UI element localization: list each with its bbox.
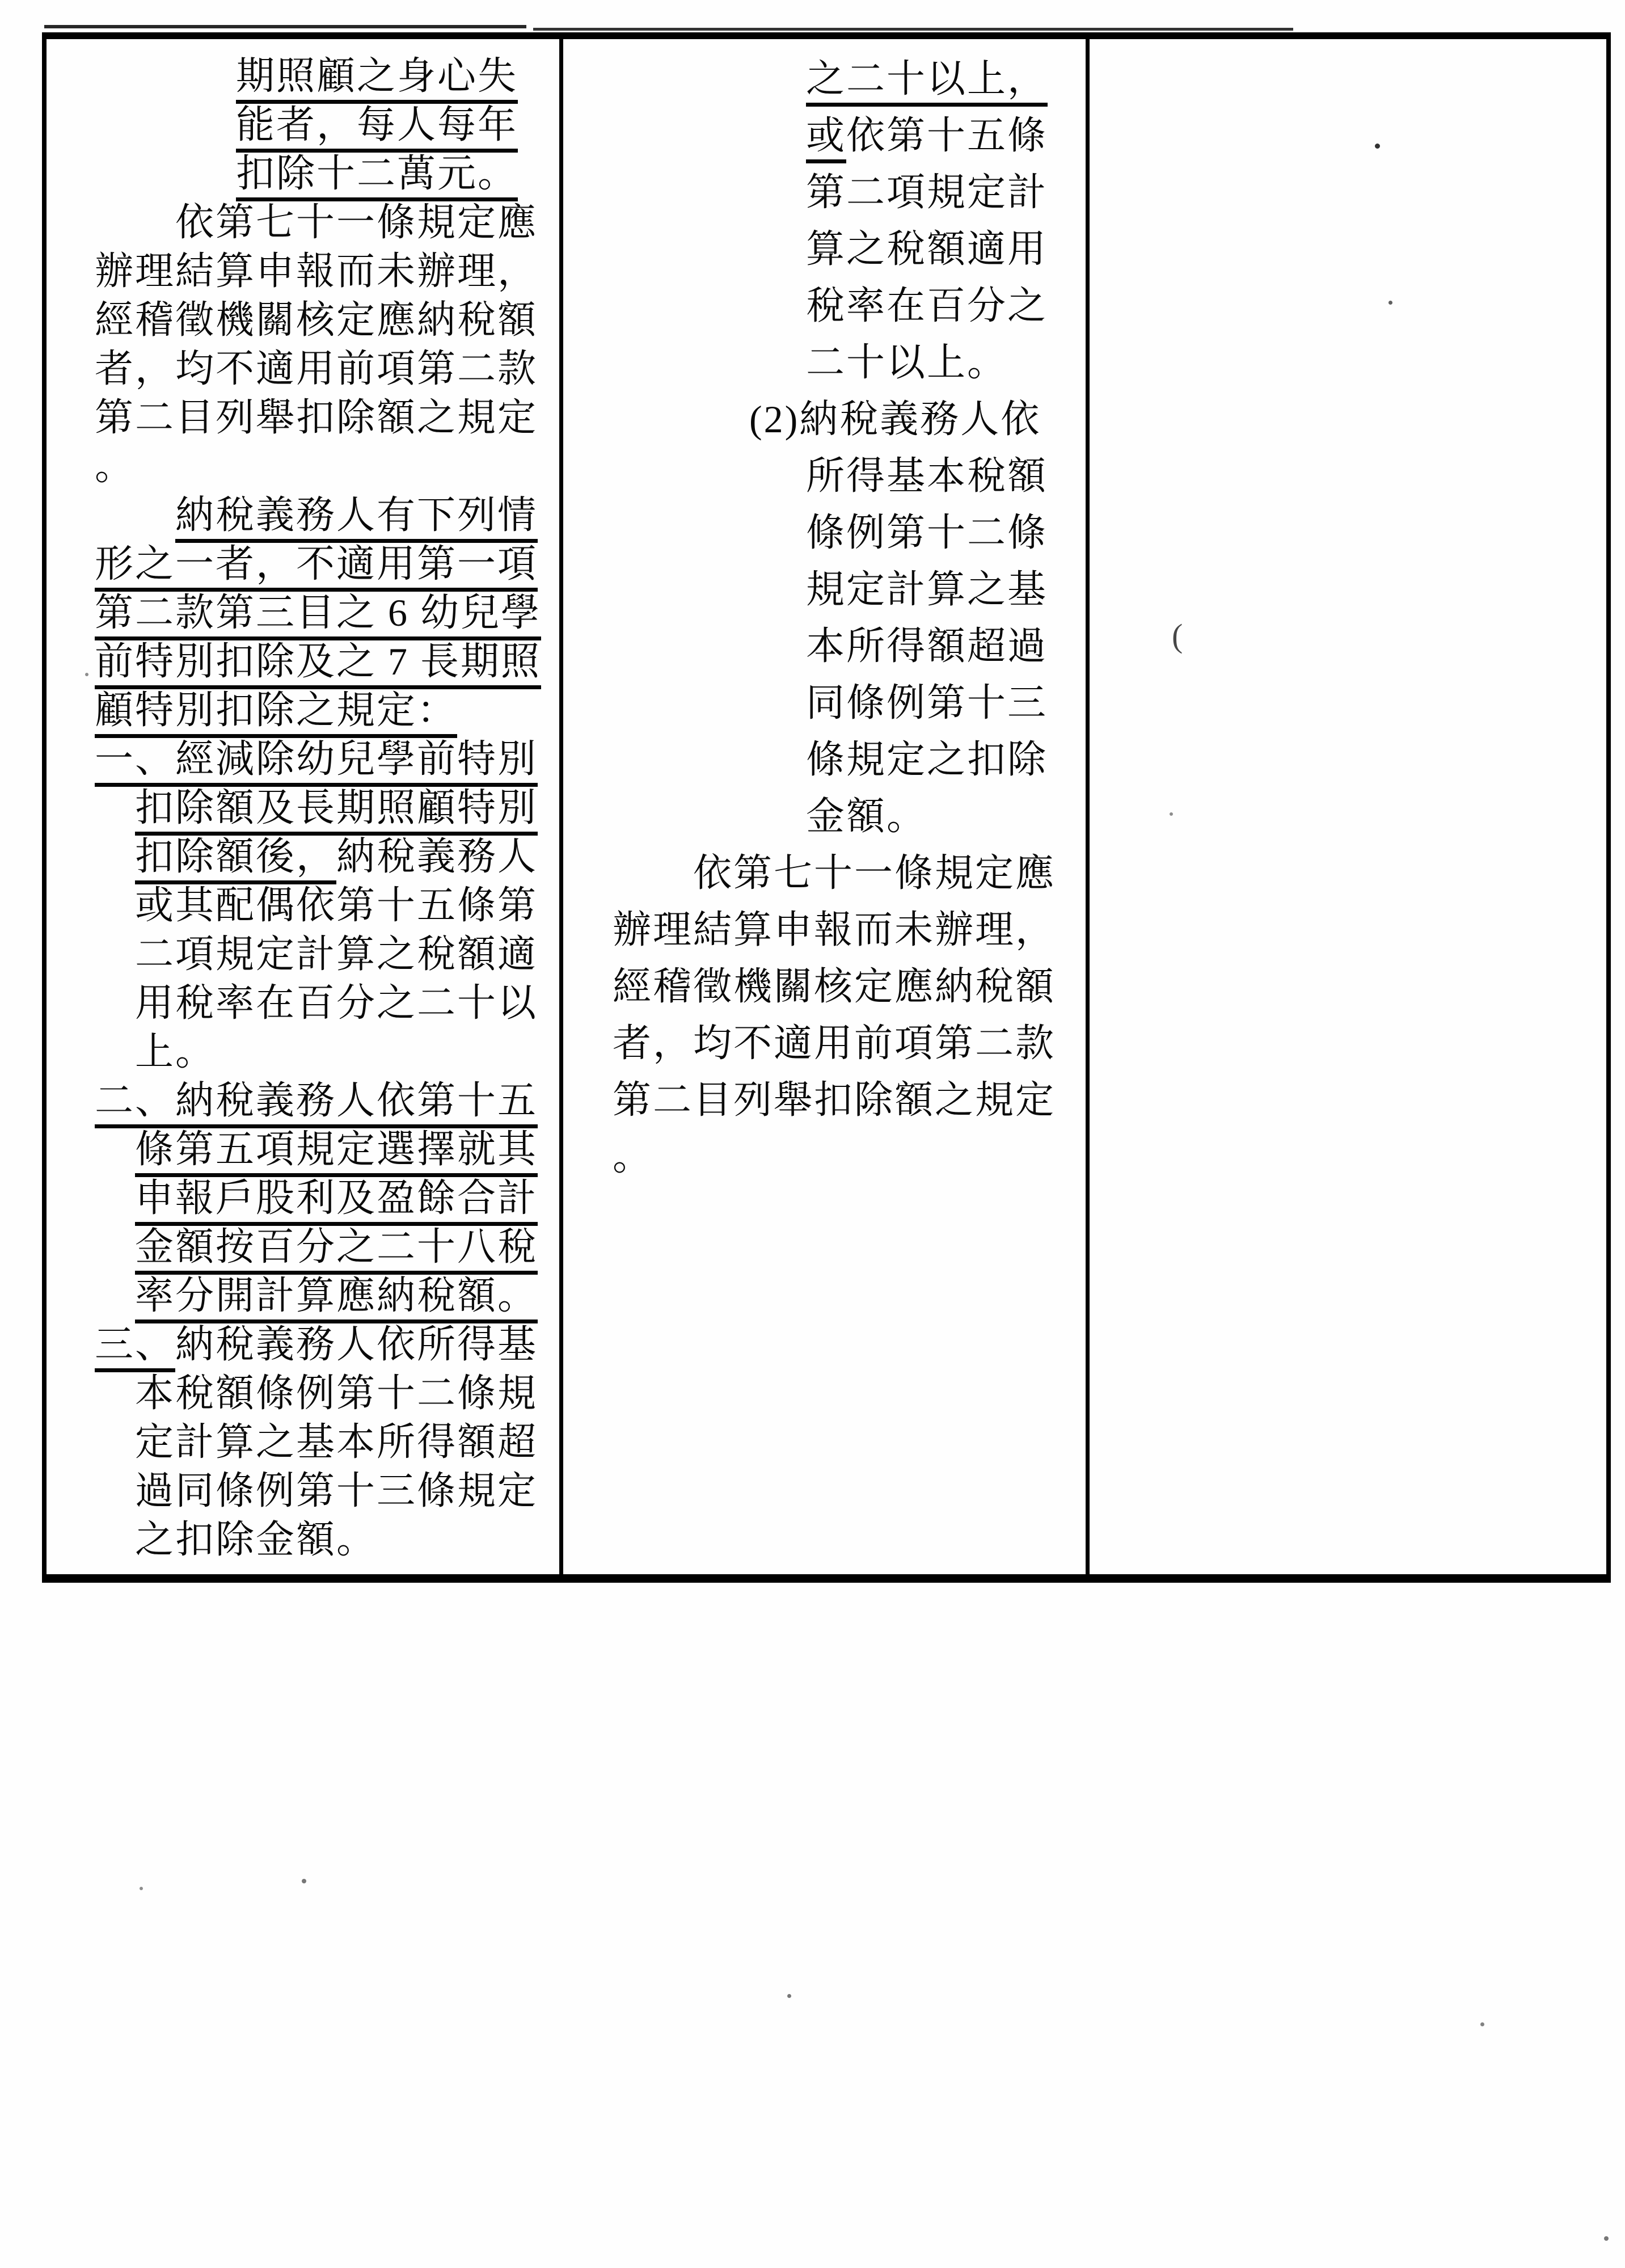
text-segment: 本稅額條例第十二條規 xyxy=(135,1372,538,1415)
text-segment: 二十以上。 xyxy=(806,341,1008,384)
text-line xyxy=(95,1125,559,1174)
text-segment: 規定計算之基 xyxy=(806,568,1048,611)
text-line xyxy=(613,1072,1086,1128)
text-line xyxy=(613,1128,1086,1185)
text-line xyxy=(95,198,559,247)
scan-artifact xyxy=(1480,2022,1484,2026)
text-line xyxy=(613,901,1086,958)
text-line xyxy=(95,539,559,588)
underlined-amendment-text: 三、 xyxy=(95,1323,175,1372)
text-line xyxy=(95,832,559,881)
underlined-amendment-text: 或 xyxy=(806,114,846,163)
text-line xyxy=(95,52,559,100)
text-line xyxy=(95,735,559,783)
text-segment: 算之稅額適用 xyxy=(806,227,1048,271)
text-segment: 辦理結算申報而未辦理， xyxy=(613,908,1056,951)
text-line xyxy=(95,1027,559,1076)
underlined-amendment-text: 之二十以上， xyxy=(806,57,1048,107)
text-line xyxy=(95,588,559,637)
text-line xyxy=(95,1515,559,1564)
text-line xyxy=(613,50,1086,107)
text-line xyxy=(95,442,559,491)
text-line xyxy=(95,1320,559,1369)
text-line xyxy=(613,1015,1086,1072)
text-line xyxy=(95,491,559,539)
text-line xyxy=(613,221,1086,277)
column-divider-2 xyxy=(1086,39,1090,1574)
text-segment: 用稅率在百分之二十以 xyxy=(135,981,538,1025)
text-segment: 之扣除金額。 xyxy=(135,1518,377,1561)
text-segment: 上。 xyxy=(135,1030,216,1073)
text-line xyxy=(613,788,1086,845)
text-line xyxy=(613,561,1086,618)
text-segment: 第二項規定計 xyxy=(806,171,1048,214)
underlined-amendment-text: 扣除額後， xyxy=(135,835,336,884)
text-line xyxy=(613,731,1086,788)
underlined-amendment-text: 二、納稅義務人依第十五 xyxy=(95,1079,538,1128)
underlined-amendment-text: 條第五項規定選擇就其 xyxy=(135,1128,538,1177)
underlined-amendment-text: 前特別扣除及之 7 長期照 xyxy=(95,640,541,689)
text-segment: 過同條例第十三條規定 xyxy=(135,1469,538,1512)
text-segment: 第二目列舉扣除額之規定 xyxy=(95,396,538,439)
text-line xyxy=(95,979,559,1027)
scan-artifact xyxy=(533,28,1293,31)
text-segment: 者，均不適用前項第二款 xyxy=(95,347,538,390)
text-line xyxy=(613,277,1086,334)
underlined-amendment-text: 扣除額及長期照顧特別 xyxy=(135,786,538,836)
text-line xyxy=(95,783,559,832)
text-line xyxy=(613,958,1086,1015)
scan-artifact xyxy=(140,1887,143,1890)
text-line xyxy=(613,164,1086,221)
text-segment: 辦理結算申報而未辦理， xyxy=(95,250,538,293)
text-line xyxy=(613,504,1086,561)
scan-artifact xyxy=(1604,2236,1609,2241)
text-segment: 。 xyxy=(613,1135,653,1178)
table-column-1 xyxy=(47,39,559,1574)
text-segment: 定計算之基本所得額超 xyxy=(135,1420,538,1464)
text-line xyxy=(95,637,559,686)
underlined-amendment-text: 一、經減除幼兒學前特別 xyxy=(95,737,538,787)
underlined-amendment-text: 形之一者，不適用第一項 xyxy=(95,542,538,592)
text-line xyxy=(95,1076,559,1125)
text-line xyxy=(95,247,559,296)
text-segment: 本所得額超過 xyxy=(806,625,1048,668)
text-line xyxy=(95,1222,559,1271)
text-line xyxy=(95,100,559,149)
text-line xyxy=(95,149,559,198)
text-segment: 依第七十一條規定應 xyxy=(175,201,538,244)
text-segment: 金額。 xyxy=(806,795,927,838)
text-line xyxy=(95,1271,559,1320)
text-segment: 所得基本稅額 xyxy=(806,454,1048,498)
table-column-2 xyxy=(563,39,1086,1574)
text-segment: 第二目列舉扣除額之規定 xyxy=(613,1078,1056,1122)
text-line xyxy=(95,1466,559,1515)
scan-artifact xyxy=(787,1994,791,1998)
text-line xyxy=(613,845,1086,901)
text-segment: 依第十五條 xyxy=(846,114,1048,157)
text-segment: 二項規定計算之稅額適 xyxy=(135,933,538,976)
underlined-amendment-text: 金額按百分之二十八稅 xyxy=(135,1225,538,1275)
text-line xyxy=(613,391,1086,448)
underlined-amendment-text: 能者，每人每年 xyxy=(236,103,518,153)
scan-artifact: ( xyxy=(1172,617,1183,654)
text-segment: (2)納稅義務人依 xyxy=(749,398,1041,441)
text-line xyxy=(613,107,1086,164)
text-line xyxy=(95,1174,559,1222)
comparison-table xyxy=(42,32,1611,1583)
text-line xyxy=(95,1418,559,1466)
text-segment: 者，均不適用前項第二款 xyxy=(613,1022,1056,1065)
text-segment: 納稅義務人 xyxy=(336,835,538,878)
text-segment: 同條例第十三 xyxy=(806,681,1048,724)
underlined-amendment-text: 扣除十二萬元。 xyxy=(236,152,518,201)
underlined-amendment-text: 第二款第三目之 6 幼兒學 xyxy=(95,591,541,640)
text-line xyxy=(95,296,559,344)
text-segment: 條例第十二條 xyxy=(806,511,1048,554)
text-segment: 條規定之扣除 xyxy=(806,738,1048,781)
column-divider-1 xyxy=(559,39,563,1574)
underlined-amendment-text: 顧特別扣除之規定： xyxy=(95,689,457,738)
text-segment: 依第七十一條規定應 xyxy=(693,851,1056,895)
underlined-amendment-text: 期照顧之身心失 xyxy=(236,54,518,104)
text-line xyxy=(95,930,559,979)
scan-artifact xyxy=(302,1879,306,1883)
text-line xyxy=(95,881,559,930)
text-line xyxy=(95,344,559,393)
text-line xyxy=(95,686,559,735)
text-segment: 經稽徵機關核定應納稅額 xyxy=(95,298,538,342)
underlined-amendment-text: 納稅義務人有下列情 xyxy=(175,494,538,543)
text-segment: 經稽徵機關核定應納稅額 xyxy=(613,965,1056,1008)
text-line xyxy=(613,334,1086,391)
text-segment: 稅率在百分之 xyxy=(806,284,1048,327)
table-column-3-empty xyxy=(1090,39,1606,1574)
text-segment: 納稅義務人依所得基 xyxy=(175,1323,538,1366)
text-line xyxy=(613,618,1086,675)
underlined-amendment-text: 率分開計算應納稅額。 xyxy=(135,1274,538,1323)
underlined-amendment-text: 申報戶股利及盈餘合計 xyxy=(135,1177,538,1226)
text-line xyxy=(613,448,1086,504)
text-line xyxy=(613,675,1086,731)
text-line xyxy=(95,1369,559,1418)
text-segment: 或其配偶依第十五條第 xyxy=(135,884,538,927)
scan-artifact xyxy=(44,25,526,28)
text-line xyxy=(95,393,559,442)
text-segment: 。 xyxy=(95,445,136,488)
